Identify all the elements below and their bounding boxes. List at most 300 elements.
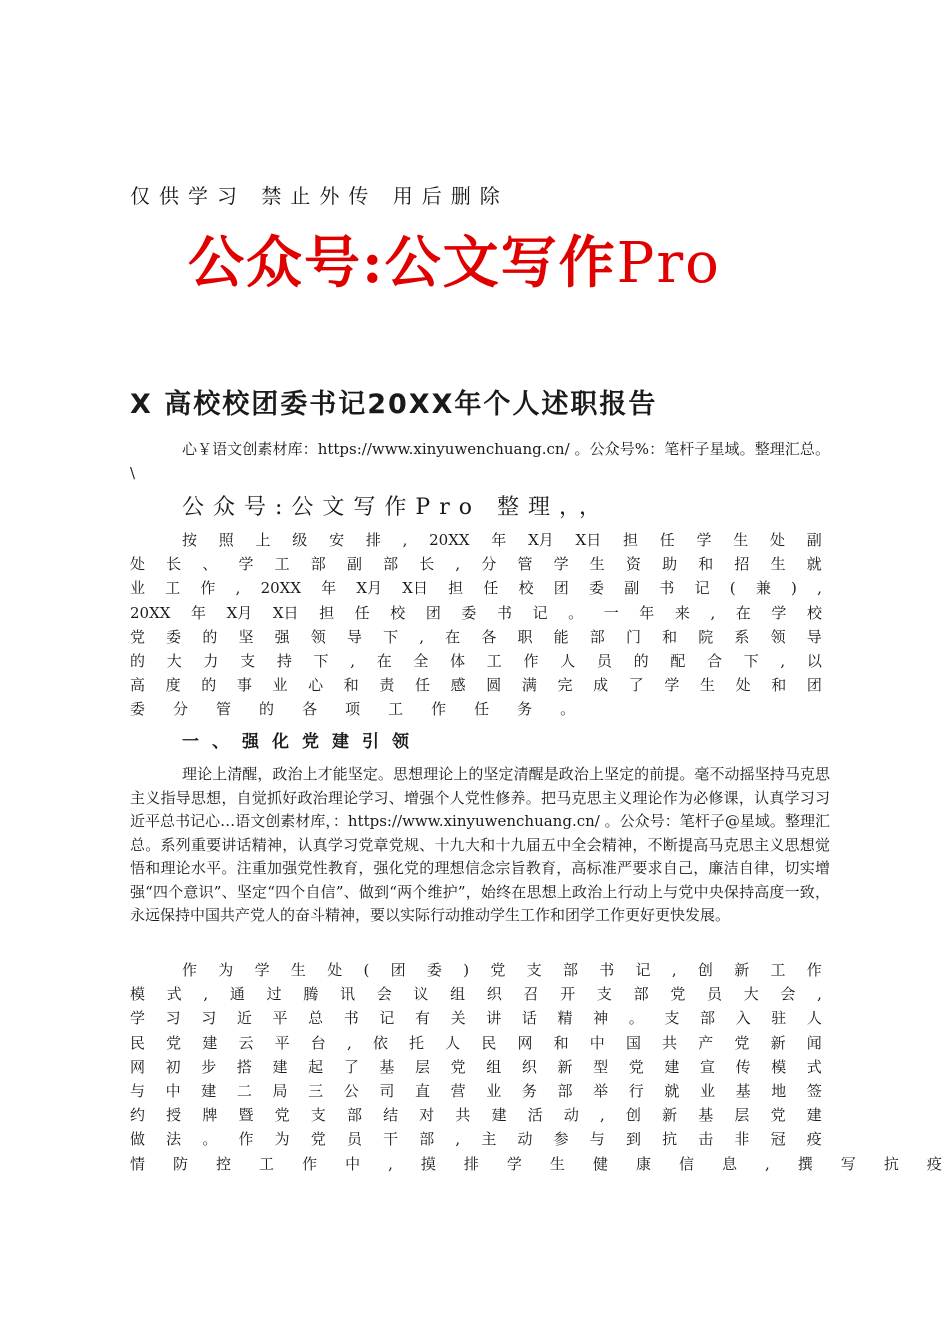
text-token: 基 — [698, 1106, 714, 1125]
text-token: 任 — [354, 603, 370, 622]
text-token: 民 — [481, 1033, 497, 1052]
text-token: 照 — [218, 531, 234, 549]
text-token: 闻 — [806, 1033, 822, 1052]
text-token: 过 — [266, 985, 282, 1004]
text-token: 高 — [130, 676, 146, 695]
text-token: 撰 — [797, 1154, 813, 1173]
text-token: 委 — [130, 700, 146, 719]
paragraph-theory: 理论上清醒，政治上才能坚定。思想理论上的坚定清醒是政治上坚定的前提。毫不动摇坚持马克思主义指导思想，自觉抓好政治理论学习、增强个人党性修养。把马克思主义理论作为必修课，认真学习习近平总书记心…语文创素材库，：https://www.xinyuwenchuang.cn/ 。公众号：笔杆子@星域。整理汇总。系列重要讲话精神，认真学习党章党规、十九大和十九届五中全会精神，不断提高马克思主义思想觉悟和理论水平。注重加强党性教育，强化党的理想信念宗旨教育，高标准严要求自己，廉洁自律，切实增强“四个意识”、坚定“四个自信”、做到“两个维护”，始终在思想上政治上行动上与党中央保持高度一致，永远保持中国共产党人的奋斗精神，要以实际行动推动学生工作和团学工作更好更快发展。 — [130, 765, 830, 924]
text-token: 年 — [321, 579, 337, 598]
text-token: 级 — [292, 531, 308, 549]
text-token: 签 — [806, 1081, 822, 1100]
text-token: 生 — [290, 961, 306, 979]
text-token: 委 — [461, 603, 477, 622]
text-token: 委 — [426, 961, 442, 979]
text-token: 党 — [166, 1033, 182, 1052]
text-token: 任 — [415, 676, 431, 695]
text-token: 团 — [553, 579, 569, 598]
text-token: , — [600, 1106, 605, 1125]
text-token: 工 — [274, 555, 290, 574]
text-token: 人 — [806, 1009, 822, 1028]
text-token: 产 — [698, 1033, 714, 1052]
text-token: , — [388, 1154, 393, 1173]
text-token: 完 — [557, 676, 573, 695]
text-token: 授 — [166, 1106, 182, 1125]
text-token: 了 — [343, 1057, 359, 1076]
text-token: 召 — [523, 985, 539, 1004]
text-token: 人 — [560, 651, 576, 670]
text-token: 平 — [274, 1033, 290, 1052]
text-token: 工 — [388, 700, 404, 719]
text-token: 话 — [521, 1009, 537, 1028]
text-token: 员 — [346, 1130, 362, 1149]
text-token: 云 — [238, 1033, 254, 1052]
text-token: , — [235, 579, 241, 598]
text-token: , — [817, 985, 822, 1004]
text-token: 支 — [526, 961, 542, 979]
text-token: 副 — [346, 555, 362, 574]
party-branch-line — [130, 1006, 822, 1030]
text-token: , — [203, 985, 209, 1004]
text-token: 牌 — [202, 1106, 218, 1125]
text-token: 康 — [635, 1154, 651, 1173]
text-token: 20XX — [429, 531, 470, 549]
text-token: 型 — [593, 1057, 609, 1076]
text-token: 长 — [166, 555, 182, 574]
text-token: 学 — [238, 555, 254, 574]
text-token: X日 — [402, 579, 428, 598]
text-token: 学 — [130, 1009, 146, 1028]
text-token: 与 — [130, 1081, 146, 1100]
text-token: 公 — [343, 1081, 359, 1100]
text-token: 担 — [319, 603, 335, 622]
text-token: 年 — [639, 603, 655, 622]
text-token: 驻 — [771, 1009, 787, 1028]
text-token: 的 — [202, 627, 218, 646]
text-token: 书 — [599, 961, 615, 979]
text-token: 为 — [218, 961, 234, 979]
brand-name: 公众号:公文写作 — [188, 230, 617, 296]
text-token: 模 — [771, 1057, 787, 1076]
text-token: 开 — [560, 985, 576, 1004]
text-token: 织 — [486, 985, 502, 1004]
text-token: 。 — [202, 1130, 218, 1149]
text-token: 生 — [589, 555, 605, 574]
text-token: 工 — [486, 651, 502, 670]
text-token: 学 — [771, 603, 787, 622]
text-token: 学 — [506, 1154, 522, 1173]
text-token: 度 — [165, 676, 181, 695]
text-token: 作 — [302, 1154, 318, 1173]
text-token: X日 — [272, 603, 299, 622]
text-token: X日 — [575, 531, 602, 549]
text-token: 直 — [415, 1081, 431, 1100]
text-token: 地 — [771, 1081, 787, 1100]
text-token: 法 — [166, 1130, 182, 1149]
text-token: 总 — [308, 1009, 324, 1028]
text-token: 以 — [806, 651, 822, 670]
text-token: 管 — [517, 555, 533, 574]
text-token: 分 — [481, 555, 497, 574]
text-token: , — [671, 961, 677, 979]
text-token: 记 — [635, 961, 651, 979]
section-heading: 一、强化党建引领 — [182, 732, 422, 752]
text-token: 议 — [413, 985, 429, 1004]
text-token: 民 — [130, 1033, 146, 1052]
text-token: 校 — [518, 579, 534, 598]
text-token: 党 — [130, 627, 146, 646]
text-token: 初 — [165, 1057, 181, 1076]
text-token: 党 — [490, 961, 506, 979]
text-token: 在 — [376, 651, 392, 670]
text-token: 合 — [707, 651, 723, 670]
text-token: 共 — [455, 1106, 471, 1125]
text-token: 大 — [166, 651, 182, 670]
text-token: 新 — [770, 1033, 786, 1052]
text-token: 务 — [517, 700, 533, 719]
text-token: 作 — [523, 651, 539, 670]
text-token: 记 — [694, 579, 710, 598]
text-token: 疫 — [926, 1154, 942, 1173]
text-token: 导 — [346, 627, 362, 646]
text-token: 司 — [379, 1081, 395, 1100]
text-token: 作 — [806, 961, 822, 979]
text-token: 党 — [274, 1106, 290, 1125]
text-token: 事 — [236, 676, 252, 695]
text-token: 约 — [130, 1106, 146, 1125]
text-token: 习 — [165, 1009, 181, 1028]
text-token: 校 — [390, 603, 406, 622]
text-token: 为 — [274, 1130, 290, 1149]
text-token: 局 — [272, 1081, 288, 1100]
text-token: 共 — [662, 1033, 678, 1052]
text-token: 任 — [659, 531, 675, 549]
text-token: 讲 — [486, 1009, 502, 1028]
text-token: X月 — [226, 603, 253, 622]
text-token: , — [455, 1130, 461, 1149]
party-branch-line — [130, 1127, 822, 1151]
text-token: 部 — [633, 985, 649, 1004]
text-token: 击 — [698, 1130, 714, 1149]
intro-line — [130, 625, 822, 649]
text-token: 创 — [697, 961, 713, 979]
text-token: 营 — [450, 1081, 466, 1100]
text-token: 对 — [419, 1106, 435, 1125]
text-token: 作 — [182, 961, 198, 979]
text-token: 部 — [419, 1130, 435, 1149]
text-token: 依 — [372, 1033, 388, 1052]
text-token: 基 — [379, 1057, 395, 1076]
text-token: 暨 — [238, 1106, 254, 1125]
text-token: 任 — [483, 579, 499, 598]
text-token: 网 — [130, 1057, 146, 1076]
text-token: 腾 — [303, 985, 319, 1004]
text-token: 按 — [182, 531, 198, 549]
text-token: 主 — [481, 1130, 497, 1149]
text-token: 新 — [662, 1106, 678, 1125]
text-token: , — [346, 1033, 352, 1052]
text-token: 部 — [589, 627, 605, 646]
party-branch-line — [130, 958, 822, 982]
text-token: ( — [729, 579, 736, 598]
text-token: 管 — [216, 700, 232, 719]
text-token: 健 — [592, 1154, 608, 1173]
text-token: 部 — [310, 555, 326, 574]
text-token: 写 — [840, 1154, 856, 1173]
text-token: 。 — [568, 603, 584, 622]
text-token: 校 — [806, 603, 822, 622]
text-token: 持 — [276, 651, 292, 670]
text-token: 就 — [664, 1081, 680, 1100]
text-token: 组 — [486, 1057, 502, 1076]
text-token: 近 — [236, 1009, 252, 1028]
text-token: 副 — [624, 579, 640, 598]
text-token: 的 — [130, 651, 146, 670]
party-branch-line — [130, 982, 822, 1006]
text-token: 党 — [628, 1057, 644, 1076]
text-token: 和 — [343, 676, 359, 695]
document-title: X 高校校团委书记20XX年个人述职报告 — [130, 389, 658, 420]
text-token: 副 — [806, 531, 822, 549]
text-token: 的 — [201, 676, 217, 695]
text-token: 二 — [236, 1081, 252, 1100]
text-token: 感 — [450, 676, 466, 695]
text-token: 台 — [310, 1033, 326, 1052]
text-token: 控 — [216, 1154, 232, 1173]
text-token: 支 — [664, 1009, 680, 1028]
text-token: 有 — [415, 1009, 431, 1028]
text-token: 神 — [593, 1009, 609, 1028]
text-token: 排 — [365, 531, 381, 549]
text-token: ( — [363, 961, 370, 979]
text-token: 中 — [345, 1154, 361, 1173]
text-token: 参 — [553, 1130, 569, 1149]
text-token: 和 — [698, 555, 714, 574]
text-token: 工 — [770, 961, 786, 979]
text-token: 建 — [272, 1057, 288, 1076]
text-token: 三 — [308, 1081, 324, 1100]
text-token: 中 — [589, 1033, 605, 1052]
text-token: 动 — [517, 1130, 533, 1149]
intro-line — [130, 673, 822, 697]
intro-line — [130, 552, 822, 576]
text-token: 步 — [201, 1057, 217, 1076]
text-token: 组 — [450, 985, 466, 1004]
text-token: 学 — [553, 555, 569, 574]
text-token: 一 — [603, 603, 619, 622]
text-token: 处 — [770, 531, 786, 549]
intro-line — [130, 576, 822, 600]
text-token: 强 — [274, 627, 290, 646]
text-token: 建 — [806, 1106, 822, 1125]
text-token: 生 — [770, 555, 786, 574]
intro-line — [130, 697, 822, 721]
text-token: 生 — [549, 1154, 565, 1173]
text-token: 各 — [481, 627, 497, 646]
text-token: 宣 — [700, 1057, 716, 1076]
text-token: 员 — [707, 985, 723, 1004]
text-token: 满 — [521, 676, 537, 695]
text-token: 传 — [735, 1057, 751, 1076]
text-token: 行 — [628, 1081, 644, 1100]
text-token: 摸 — [420, 1154, 436, 1173]
text-token: 会 — [376, 985, 392, 1004]
text-token: 在 — [445, 627, 461, 646]
text-token: 支 — [310, 1106, 326, 1125]
text-token: 到 — [625, 1130, 641, 1149]
text-token: 部 — [346, 1106, 362, 1125]
text-token: 结 — [383, 1106, 399, 1125]
text-token: X月 — [528, 531, 554, 549]
text-token: 搭 — [236, 1057, 252, 1076]
text-token: 排 — [463, 1154, 479, 1173]
text-token: 委 — [166, 627, 182, 646]
text-token: 精 — [557, 1009, 573, 1028]
text-token: 起 — [308, 1057, 324, 1076]
text-token: , — [402, 531, 408, 549]
text-token: 建 — [201, 1081, 217, 1100]
text-token: 20XX — [130, 603, 171, 622]
text-token: 建 — [202, 1033, 218, 1052]
text-token: 任 — [474, 700, 490, 719]
text-token: 业 — [130, 579, 146, 598]
text-token: 员 — [596, 651, 612, 670]
text-token: 织 — [521, 1057, 537, 1076]
text-token: 圆 — [486, 676, 502, 695]
text-token: 心 — [308, 676, 324, 695]
brand-suffix: Pro — [616, 231, 721, 296]
text-token: 院 — [698, 627, 714, 646]
text-token: 力 — [203, 651, 219, 670]
text-token: 党 — [770, 1106, 786, 1125]
text-token: 的 — [633, 651, 649, 670]
text-token: 作 — [200, 579, 216, 598]
text-token: 讯 — [339, 985, 355, 1004]
text-token: 处 — [327, 961, 343, 979]
text-token: 委 — [588, 579, 604, 598]
text-token: 来 — [674, 603, 690, 622]
text-token: 上 — [255, 531, 271, 549]
text-token: 创 — [625, 1106, 641, 1125]
text-token: 书 — [343, 1009, 359, 1028]
paragraph-party-branch — [130, 958, 942, 1176]
text-token: 抗 — [883, 1154, 899, 1173]
party-branch-line — [130, 1152, 942, 1176]
text-token: 导 — [806, 627, 822, 646]
text-token: 层 — [734, 1106, 750, 1125]
text-token: 学 — [696, 531, 712, 549]
text-token: ) — [791, 579, 797, 598]
text-token: 与 — [589, 1130, 605, 1149]
text-token: 网 — [517, 1033, 533, 1052]
text-token: 项 — [345, 700, 361, 719]
text-token: 中 — [165, 1081, 181, 1100]
text-token: , — [419, 627, 425, 646]
text-token: 支 — [240, 651, 256, 670]
text-token: 基 — [735, 1081, 751, 1100]
text-token: 记 — [532, 603, 548, 622]
text-token: 情 — [130, 1154, 146, 1173]
text-token: 兼 — [755, 579, 771, 598]
text-token: 业 — [700, 1081, 716, 1100]
text-token: , — [350, 651, 355, 670]
text-token: 国 — [625, 1033, 641, 1052]
text-token: 党 — [450, 1057, 466, 1076]
text-token: 书 — [659, 579, 675, 598]
text-token: 建 — [491, 1106, 507, 1125]
text-token: 招 — [734, 555, 750, 574]
text-token: 、 — [202, 555, 218, 574]
text-token: 分 — [173, 700, 189, 719]
text-token: 人 — [445, 1033, 461, 1052]
text-token: 建 — [664, 1057, 680, 1076]
text-token: 托 — [409, 1033, 425, 1052]
text-token: 全 — [413, 651, 429, 670]
text-token: 业 — [486, 1081, 502, 1100]
text-token: 年 — [491, 531, 507, 549]
intro-line — [130, 649, 822, 673]
text-token: 安 — [329, 531, 345, 549]
text-token: 式 — [166, 985, 182, 1004]
text-token: 和 — [662, 627, 678, 646]
text-token: , — [765, 1154, 770, 1173]
text-token: 平 — [272, 1009, 288, 1028]
text-token: 部 — [562, 961, 578, 979]
text-token: , — [780, 651, 786, 670]
text-token: 。 — [560, 700, 576, 719]
text-token: 层 — [415, 1057, 431, 1076]
text-token: 模 — [130, 985, 146, 1004]
text-token: 冠 — [770, 1130, 786, 1149]
text-token: 非 — [734, 1130, 750, 1149]
text-token: 20XX — [260, 579, 302, 598]
text-token: 门 — [625, 627, 641, 646]
text-token: 活 — [527, 1106, 543, 1125]
text-token: 资 — [625, 555, 641, 574]
text-token: 党 — [734, 1033, 750, 1052]
text-token: 在 — [735, 603, 751, 622]
text-token: 助 — [662, 555, 678, 574]
text-token: 生 — [733, 531, 749, 549]
text-token: 式 — [806, 1057, 822, 1076]
text-token: 支 — [596, 985, 612, 1004]
text-token: 能 — [553, 627, 569, 646]
text-token: 领 — [310, 627, 326, 646]
text-token: 领 — [770, 627, 786, 646]
text-token: 动 — [563, 1106, 579, 1125]
text-token: 的 — [259, 700, 275, 719]
source-line: 心￥语文创素材库：https://www.xinyuwenchuang.cn/ 。公众号%：笔杆子星域。整理汇总。\ — [130, 440, 830, 482]
text-token: X月 — [356, 579, 383, 598]
party-branch-line — [130, 1079, 822, 1103]
text-token: 长 — [419, 555, 435, 574]
text-token: 会 — [780, 985, 796, 1004]
text-token: 坚 — [238, 627, 254, 646]
text-token: 党 — [310, 1130, 326, 1149]
text-token: 作 — [431, 700, 447, 719]
text-token: 担 — [448, 579, 464, 598]
text-token: 部 — [557, 1081, 573, 1100]
text-token: 做 — [130, 1130, 146, 1149]
text-token: 新 — [734, 961, 750, 979]
text-token: 各 — [302, 700, 318, 719]
party-branch-line — [130, 1103, 822, 1127]
text-token: 信 — [678, 1154, 694, 1173]
text-token: 关 — [450, 1009, 466, 1028]
text-token: , — [710, 603, 716, 622]
text-token: 。 — [628, 1009, 644, 1028]
text-token: 举 — [593, 1081, 609, 1100]
